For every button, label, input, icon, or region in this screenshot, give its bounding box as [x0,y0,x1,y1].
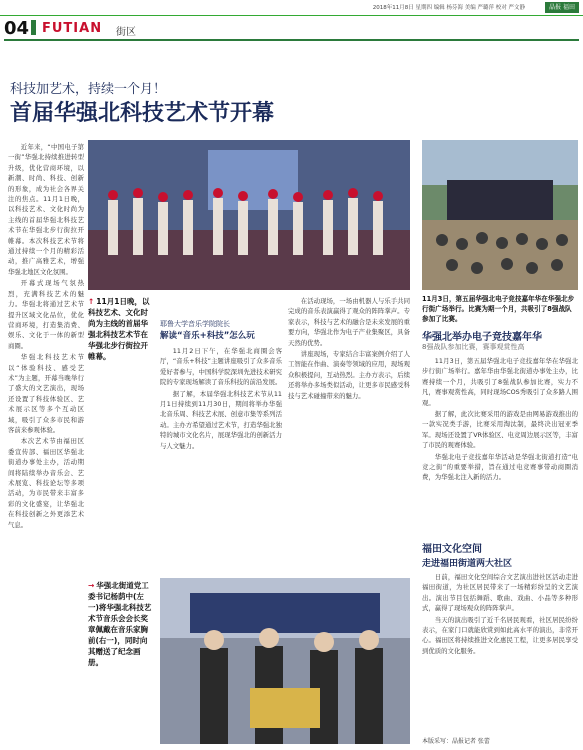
paragraph: 在活动现场，一场由机器人与乐手共同完成的音乐表演赢得了观众的阵阵掌声。专家表示，科技与艺术的融合是未来发展的重要方向，华强北作为电子产业集聚区，具备天然的优势。 [288,297,410,347]
article-column-3 [160,346,282,572]
paragraph: 近年来，“中国电子第一街”华强北持续推进转型升级，优化营商环境，以新潮、时尚、科技、创新的形象，成为社会各界关注的焦点。11月1日晚，以科技艺术、文化时尚为主线的首届华强北科技艺术节在华强北步行街拉开帷幕。本次科技艺术节将通过持续一个月的精彩活动，推广高雅艺术，增强华强北地区文化氛围。 [8,143,84,276]
page-number: 04 [4,18,36,39]
culture-column [422,572,578,732]
paragraph: 据了解，本届华强北科技艺术节从11月1日持续到11月30日，期间将举办华强北音乐周、科技艺术展、创意市集等系列活动。主办方希望通过艺术节，打造华强北独特的城市文化名片，展现华强北的创新活力与人文魅力。 [160,389,282,450]
culture-subtitle: 走进福田街道两大社区 [422,559,513,569]
paragraph: 11月3日，第五届华强北电子竞技嘉年华在华强北步行街广场举行。嘉年华由华强北街道办事处主办，比赛持续一个月，共吸引了8强战队参加比赛，实力不凡，赛事观赏性高，同时现场COS秀吸引了众多路人围观。 [422,357,578,407]
page-number-bar [31,20,36,35]
paragraph: 华强北电子竞技嘉年华活动是华强北街道打造“电竞之街”的重要举措，旨在通过电竞赛事带动商圈消费，为华强北注入新的活力。 [422,452,578,482]
author-credit: 本版采写：晶报记者 张蕾 [422,738,490,745]
paragraph: 讲座现场，专家结合丰富案例介绍了人工智能在作曲、演奏等领域的应用，现场观众积极提问，互动热烈。主办方表示，后续还将举办多场类似活动，让更多市民感受科技与艺术碰撞带来的魅力。 [288,350,410,400]
region-title: FUTIAN [42,21,103,36]
esports-title: 华强北举办电子竞技嘉年华 [422,332,542,343]
article-column-4 [288,296,410,572]
article-kicker: 科技加艺术，持续一个月！ [10,82,167,97]
photo-caption-1: ↑ 11月1日晚，以科技艺术、文化时尚为主线的首届华强北科技艺术节在华强北步行街拉开帷幕。 [88,297,150,361]
culture-title: 福田文化空间 [422,544,482,555]
paragraph: 本次艺术节由福田区委宣传部、福田区华强北街道办事处主办，活动期间将陆续举办音乐会、艺术展览、科技论坛等多项活动，为市民带来丰富多彩的文化盛宴，让华强北在科技创新之外更添艺术气息。 [8,437,84,529]
lecture-subhead: 耶鲁大学音乐学院院长 解读“音乐+科技”怎么玩 [160,320,255,341]
opening-ceremony-photo [88,140,410,290]
paragraph: 据了解，此次比赛采用的游戏是由网易游戏推出的一款实况类手游，比赛采用淘汰制，最终决出冠亚季军。现场还设置了VR体验区、电竞周边展示区等，丰富了市民的观赛体验。 [422,410,578,450]
award-photo [160,578,410,744]
esports-caption: 11月3日，第五届华强北电子竞技嘉年华在华强北步行街广场举行。比赛为期一个月，共吸引了8强战队参加了比赛。 [422,295,575,323]
paragraph: 日前，福田文化空间综合文艺演出进社区活动走进福田街道，为社区居民带来了一场精彩纷呈的文艺演出。演出节目包括舞蹈、歌曲、戏曲、小品等多种形式，赢得了现场观众的阵阵掌声。 [422,573,578,613]
paragraph: 开幕式现场气氛热烈，充满科技艺术的魅力。华强北将通过艺术节提升区域文化品位，优化营商环境，打造集消费、娱乐、文化于一体的新型商圈。 [8,279,84,350]
header-rule [4,39,579,41]
article-column-1 [8,142,84,742]
article-headline: 首届华强北科技艺术节开幕 [10,101,275,126]
paragraph: 当天的演出吸引了近千名居民观看，社区居民纷纷表示，在家门口就能欣赏到如此高水平的演出，非常开心。福田区将持续推进文化惠民工程，让更多居民享受到优质的文化服务。 [422,615,578,655]
esports-photo [422,140,578,290]
paragraph: 华强北科技艺术节以“体验科技、感受艺术”为主题，开幕当晚举行了盛大的文艺演出，现场还设置了科技体验区、艺术展示区等多个互动区域，吸引了众多市民和游客前来参观体验。 [8,353,84,434]
newspaper-brand: 晶报 福田 [545,2,579,13]
section-label: 街区 [116,27,136,38]
esports-subtitle: 8强战队参加比赛，赛事观赏性高 [422,343,525,351]
esports-column [422,356,578,536]
page-header [4,18,579,40]
issue-meta: 2018年11月8日 星期四 编辑 杨芬海 美编 严璐萍 校对 严文静 [372,5,525,11]
photo-caption-2: → 华强北街道党工委书记杨荫中(左一)将华强北科技艺术节音乐会会长奖章佩戴在音乐家胸前(右一)，同时向其赠送了纪念画册。 [88,581,152,667]
top-bar [0,0,583,16]
arrow-right-icon: → [88,581,95,590]
paragraph: 11月2日下午，在华强北商圈会客厅，“音乐+科技”主题讲座吸引了众多音乐爱好者参与，中国科学院深圳先进技术研究院的专家现场解读了音乐科技的前沿发展。 [160,347,282,387]
arrow-up-icon: ↑ [88,297,95,306]
